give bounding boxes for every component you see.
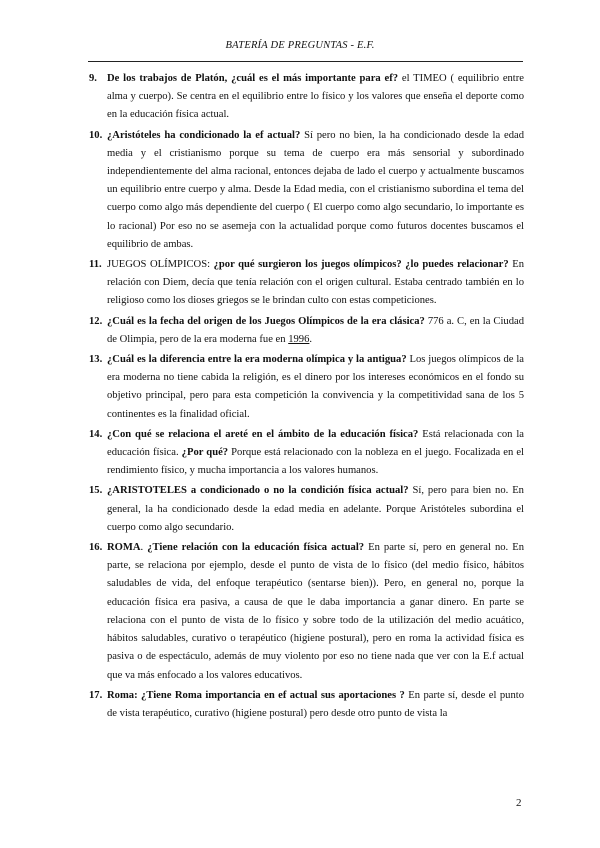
item-number: 11. [89, 259, 102, 271]
item-number: 17. [89, 689, 103, 701]
question-text: ¿Cuál es la diferencia entre la era moderna olímpica y la antigua? [107, 354, 407, 366]
answer-text: 776 a. C, en la Ciudad de Olimpia, pero de la era moderna fue en [107, 315, 524, 345]
question-item-12 [89, 313, 524, 349]
question-list [89, 70, 524, 725]
question-text: ¿Tiene relación con la educación física actual? [147, 542, 365, 554]
page-number: 2 [516, 797, 522, 809]
item-number: 16. [89, 542, 103, 554]
question-text: ¿por qué surgieron los juegos olímpicos? ¿lo puedes relacionar? [213, 259, 509, 271]
question-text: Roma: ¿Tiene Roma importancia en ef actual sus aportaciones ? [107, 689, 405, 701]
answer-text: En relación con Diem, decía que tenía relación con el origen cultural. Estaba centrado también en lo religioso como los dioses griegos se le brindan culto con estas competiciones. [107, 259, 524, 307]
answer-text-end: . [309, 333, 313, 345]
item-number: 15. [89, 485, 103, 497]
question-item-15 [89, 482, 524, 537]
question-item-17 [89, 687, 524, 723]
follow-up-answer: Porque está relacionado con la nobleza en el juego. Focalizada en el rendimiento físico, y mucha importancia a los valores humanos. [107, 447, 524, 477]
topic-lead: JUEGOS OLÍMPICOS: [107, 259, 214, 271]
question-text: ¿Cuál es la fecha del origen de los Juegos Olímpicos de la era clásica? [107, 315, 425, 327]
question-text: ¿ARISTOTELES a condicionado o no la condición física actual? [107, 485, 409, 497]
question-text: ¿Con qué se relaciona el areté en el ámbito de la educación física? [107, 428, 419, 440]
header-rule [88, 61, 523, 62]
answer-text: Está relacionada con la educación física. [107, 428, 524, 459]
item-number: 10. [89, 129, 103, 141]
answer-text: En parte sí, desde el punto de vista terapéutico, curativo (higiene postural) pero desde otro punto de vista la [107, 689, 524, 719]
question-item-10 [89, 127, 524, 254]
question-item-11 [89, 256, 524, 311]
answer-text: Sí, pero para bien no. En general, la ha condicionado desde la edad media en adelante. Porque Aristóteles subordina el cuerpo como algo secundario. [107, 485, 524, 533]
item-number: 12. [89, 315, 103, 327]
underlined-year: 1996 [288, 333, 310, 345]
topic-label: ROMA [107, 542, 141, 554]
question-text: De los trabajos de Platón, ¿cuál es el más importante para ef? [107, 73, 399, 84]
item-number: 13. [89, 354, 103, 366]
page-header: BATERÍA DE PREGUNTAS - E.F. [225, 40, 375, 51]
answer-text: Sí pero no bien, la ha condicionado desde la edad media y el cristianismo porque su tema de cuerpo era más sensorial y subordinado independientemente del alma racional, entonces dejaba de lado el cuerpo y actualmente buscamos un equilibrio entre cuerpo y alma. Desde la Edad media, con el cristianismo subordina el tema del cuerpo como algo más dependiente del cuerpo ( El cuerpo como algo secundario, lo importante es lo racional) Por eso no se asemeja con la actualidad porque como futuros docentes buscamos el equilibrio de ambas. [107, 129, 524, 250]
question-item-16 [89, 539, 524, 685]
follow-up-question: ¿Por qué? [181, 447, 229, 459]
answer-text: Los juegos olímpicos de la era moderna no tiene cabida la religión, es el dinero por los intereses económicos en el fondo su objetivo principal, pero para esta competición la convivencia y la competitividad sana de los 5 continentes es la finalidad oficial. [107, 354, 524, 420]
answer-text: el TIMEO ( equilibrio entre alma y cuerpo). Se centra en el equilibrio entre lo físico y los valores que enseña el deporte como en la educación física actual. [107, 73, 524, 121]
question-item-13 [89, 351, 524, 424]
question-text: ¿Aristóteles ha condicionado la ef actual? [107, 129, 301, 141]
separator-text: . [140, 542, 148, 554]
question-item-14 [89, 426, 524, 481]
item-number: 9. [89, 73, 97, 84]
item-number: 14. [89, 428, 103, 440]
answer-text: En parte sí, pero en general no. En parte, se relaciona por ejemplo, desde el punto de vista de lo físico (del medio físico, hábitos saludables de vida, del enfoque terapéutico (sentarse bien)). Pero, en general no, porque la educación física era pasiva, a causa de que le daba importancia a ganar dinero. En parte se relaciona con el punto de vista de lo físico y sobre todo de la utilización del medio acuático, hábitos saludables, curativo o terapéutico (higiene postural), pero en roma la actividad física es pasiva o de espectáculo, además de muy violento por eso no tiene nada que ver con la E.f actual que va más enfocado a los valores educativos. [107, 542, 524, 681]
question-item-9 [89, 70, 524, 125]
